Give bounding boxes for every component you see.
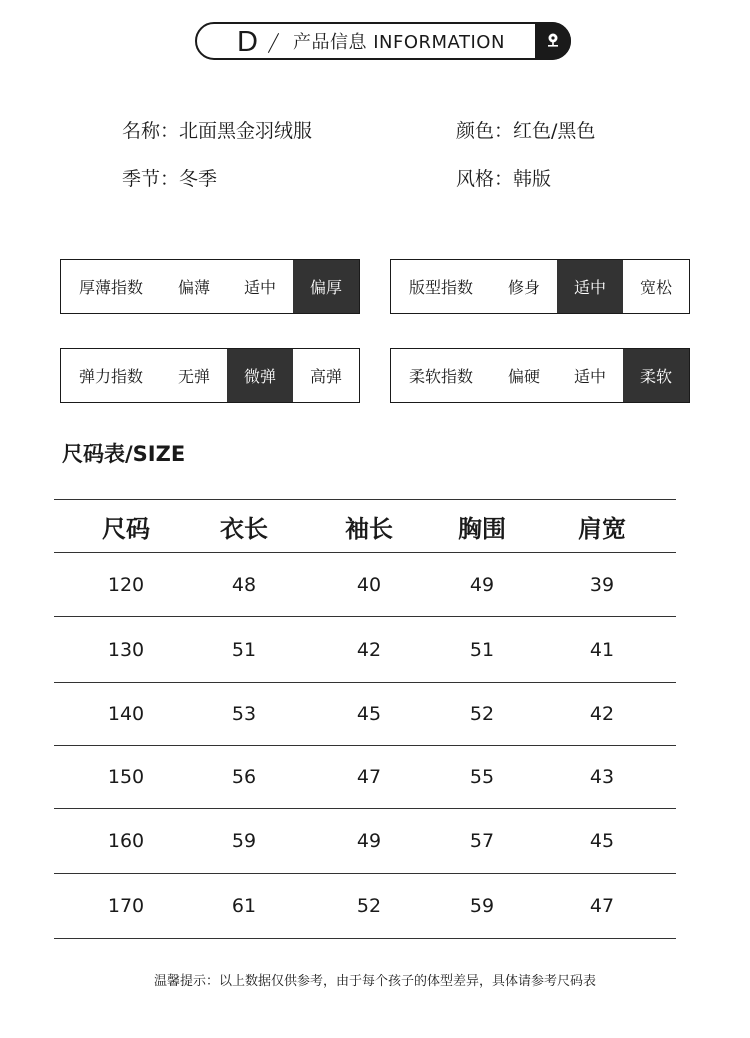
index-box-fit — [390, 259, 690, 314]
index-option-selected: 微弹 — [227, 349, 293, 402]
table-cell: 48 — [231, 573, 257, 596]
table-cell: 55 — [469, 766, 495, 788]
table-cell: 61 — [231, 895, 257, 917]
table-cell: 59 — [469, 895, 495, 917]
location-pin-icon — [545, 32, 561, 48]
index-label: 厚薄指数 — [78, 278, 143, 297]
table-cell: 39 — [589, 573, 615, 596]
index-box-softness — [390, 348, 690, 403]
product-style: 风格：韩版 — [456, 168, 552, 190]
index-option: 无弹 — [177, 367, 210, 386]
table-cell: 52 — [469, 703, 495, 725]
table-cell: 140 — [107, 703, 145, 725]
index-option-selected: 偏厚 — [293, 260, 359, 313]
table-header-cell: 胸围 — [458, 514, 506, 543]
table-row — [54, 874, 676, 939]
index-box-thickness — [60, 259, 360, 314]
product-name: 名称：北面黑金羽绒服 — [122, 120, 313, 142]
index-option: 高弹 — [309, 367, 342, 386]
table-cell: 49 — [356, 830, 382, 852]
index-option: 适中 — [573, 367, 606, 386]
section-letter: D — [237, 26, 258, 58]
table-cell: 49 — [469, 573, 495, 596]
section-header — [195, 22, 571, 60]
index-option-selected: 适中 — [557, 260, 623, 313]
index-option: 适中 — [243, 278, 276, 297]
table-cell: 120 — [107, 573, 145, 596]
index-option: 修身 — [507, 278, 540, 297]
table-cell: 47 — [589, 895, 615, 917]
table-cell: 160 — [107, 830, 145, 852]
table-cell: 51 — [469, 638, 495, 661]
size-table-title: 尺码表/SIZE — [62, 442, 186, 466]
table-cell: 57 — [469, 830, 495, 852]
table-cell: 42 — [356, 638, 382, 661]
table-row — [54, 809, 676, 874]
table-cell: 47 — [356, 766, 382, 788]
table-cell: 170 — [107, 895, 145, 917]
table-header-row — [54, 499, 676, 553]
table-cell: 45 — [589, 830, 615, 852]
footnote: 温馨提示：以上数据仅供参考，由于每个孩子的体型差异，具体请参考尺码表 — [153, 974, 596, 989]
table-cell: 41 — [589, 638, 615, 661]
table-cell: 42 — [589, 703, 615, 725]
table-header-cell: 肩宽 — [578, 514, 626, 543]
index-option: 宽松 — [639, 278, 672, 297]
index-box-elasticity — [60, 348, 360, 403]
table-cell: 59 — [231, 830, 257, 852]
table-row — [54, 553, 676, 617]
index-option-selected: 柔软 — [623, 349, 689, 402]
table-cell: 56 — [231, 766, 257, 788]
table-cell: 53 — [231, 703, 257, 725]
product-season: 季节：冬季 — [122, 168, 218, 190]
index-label: 弹力指数 — [78, 367, 143, 386]
index-option: 偏硬 — [507, 367, 540, 386]
table-row — [54, 683, 676, 746]
table-header-cell: 衣长 — [220, 514, 268, 543]
table-cell: 52 — [356, 895, 382, 917]
table-cell: 150 — [107, 766, 145, 788]
index-option: 偏薄 — [177, 278, 210, 297]
table-cell: 51 — [231, 638, 257, 661]
size-table — [54, 499, 676, 939]
table-cell: 43 — [589, 766, 615, 788]
table-cell: 45 — [356, 703, 382, 725]
header-divider — [268, 33, 279, 53]
section-title: 产品信息 INFORMATION — [293, 32, 505, 53]
table-header-cell: 袖长 — [345, 514, 393, 543]
header-cap — [535, 22, 571, 60]
table-cell: 130 — [107, 638, 145, 661]
index-label: 版型指数 — [408, 278, 473, 297]
index-label: 柔软指数 — [408, 367, 473, 386]
product-color: 颜色：红色/黑色 — [456, 120, 596, 142]
table-row — [54, 746, 676, 809]
table-header-cell: 尺码 — [102, 514, 150, 543]
table-cell: 40 — [356, 573, 382, 596]
table-row — [54, 617, 676, 683]
